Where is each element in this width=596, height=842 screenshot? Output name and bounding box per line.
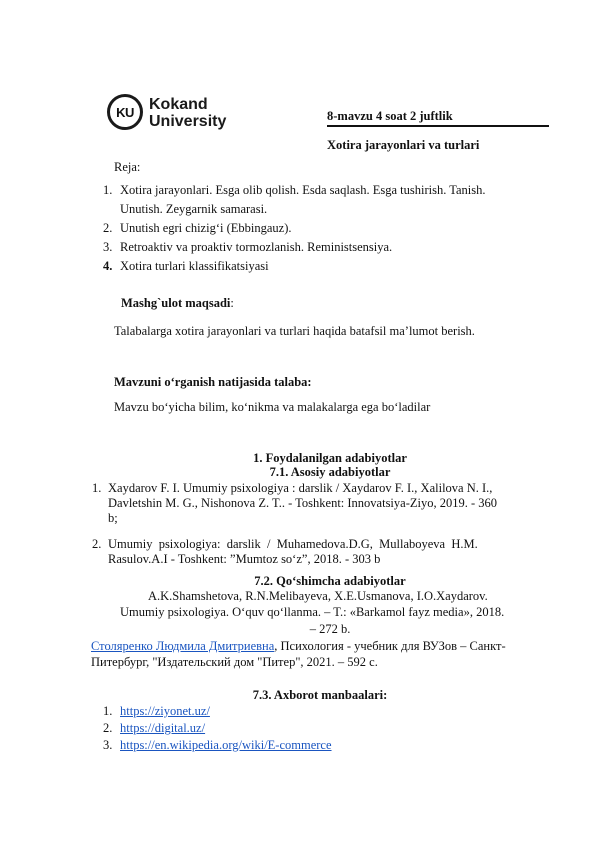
literature-item bbox=[92, 537, 554, 567]
info-link-item bbox=[103, 721, 332, 736]
goal-label: Mashg`ulot maqsadi bbox=[121, 296, 231, 310]
plan-item-number: 2. bbox=[103, 221, 113, 235]
literature-item-line: Xaydarov F. I. Umumiy psixologiya : darslik / Xaydarov F. I., Xalilova N. I., bbox=[108, 481, 493, 495]
russian-reference-rest: , Психология - учебник для ВУЗов – Санкт- bbox=[274, 639, 506, 653]
university-logo bbox=[107, 94, 247, 132]
goal-colon: : bbox=[230, 296, 234, 310]
plan-item-text: Retroaktiv va proaktiv tormozlanish. Reministsensiya. bbox=[120, 240, 393, 254]
goal-text: Talabalarga xotira jarayonlari va turlari haqida batafsil ma’lumot berish. bbox=[114, 324, 475, 338]
wikipedia-link[interactable]: https://en.wikipedia.org/wiki/E-commerce bbox=[120, 738, 332, 752]
main-literature-heading: 7.1. Asosiy adabiyotlar bbox=[269, 465, 391, 479]
logo-wordmark bbox=[149, 96, 226, 130]
info-link-item bbox=[103, 704, 332, 719]
extra-literature-authors: A.K.Shamshetova, R.N.Melibayeva, X.E.Usmanova, I.O.Xaydarov. bbox=[148, 589, 488, 603]
plan-item bbox=[103, 240, 553, 255]
info-link-number: 3. bbox=[103, 738, 113, 752]
outcome-label: Mavzuni o‘rganish natijasida talaba: bbox=[114, 375, 312, 389]
plan-item-text-cont: Unutish. Zeygarnik samarasi. bbox=[120, 202, 268, 216]
logo-line-2: University bbox=[149, 113, 227, 130]
russian-reference bbox=[91, 639, 506, 654]
plan-item bbox=[103, 221, 553, 236]
literature-item-line: Rasulov.A.I - Toshkent: ”Mumtoz so‘z”, 2018. - 303 b bbox=[108, 552, 381, 566]
header-rule bbox=[327, 125, 549, 127]
literature-item-line: Umumiy psixologiya: darslik / Muhamedova.D.G, Mullaboyeva H.M. bbox=[108, 537, 478, 551]
author-link[interactable]: Столяренко Людмила Дмитриевна bbox=[91, 639, 275, 653]
plan-item-text: Xotira jarayonlari. Esga olib qolish. Esda saqlash. Esga tushirish. Tanish. bbox=[120, 183, 486, 197]
plan-label: Reja: bbox=[114, 160, 141, 174]
extra-literature-title: Umumiy psixologiya. O‘quv qo‘llanma. – T.: «Barkamol fayz media», 2018. bbox=[120, 605, 505, 619]
plan-item-text: Xotira turlari klassifikatsiyasi bbox=[120, 259, 269, 273]
goal-heading bbox=[121, 296, 234, 311]
info-link-number: 1. bbox=[103, 704, 113, 718]
literature-heading: 1. Foydalanilgan adabiyotlar bbox=[253, 451, 407, 465]
literature-item-line: b; bbox=[108, 511, 118, 525]
info-sources-heading: 7.3. Axborot manbaalari: bbox=[252, 688, 388, 702]
info-links-list bbox=[103, 704, 332, 753]
plan-item-number: 4. bbox=[103, 259, 113, 273]
ziyonet-link[interactable]: https://ziyonet.uz/ bbox=[120, 704, 210, 718]
plan-item bbox=[103, 259, 553, 274]
logo-line-1: Kokand bbox=[149, 96, 208, 113]
lesson-title: Xotira jarayonlari va turlari bbox=[327, 138, 480, 152]
russian-reference-cont: Питербург, "Издательский дом "Питер", 2021. – 592 с. bbox=[91, 655, 378, 669]
ku-logo-mark: KU bbox=[107, 94, 143, 130]
literature-item bbox=[92, 481, 554, 526]
main-literature-list bbox=[92, 481, 554, 567]
info-link-number: 2. bbox=[103, 721, 113, 735]
topic-header: 8-mavzu 4 soat 2 juftlik bbox=[327, 109, 453, 123]
literature-item-line: Davletshin M. G., Nishonova Z. T.. - Toshkent: Innovatsiya-Ziyo, 2019. - 360 bbox=[108, 496, 498, 510]
plan-list bbox=[103, 183, 553, 274]
plan-item bbox=[103, 183, 553, 217]
literature-item-number: 1. bbox=[92, 481, 102, 495]
literature-item-number: 2. bbox=[92, 537, 102, 551]
digital-link[interactable]: https://digital.uz/ bbox=[120, 721, 206, 735]
extra-literature-pages: – 272 b. bbox=[309, 622, 351, 636]
plan-item-number: 1. bbox=[103, 183, 113, 197]
outcome-text: Mavzu bo‘yicha bilim, ko‘nikma va malakalarga ega bo‘ladilar bbox=[114, 400, 431, 414]
plan-item-text: Unutish egri chizig‘i (Ebbingauz). bbox=[120, 221, 292, 235]
plan-item-number: 3. bbox=[103, 240, 113, 254]
info-link-item bbox=[103, 738, 332, 753]
extra-literature-heading: 7.2. Qo‘shimcha adabiyotlar bbox=[254, 574, 406, 588]
